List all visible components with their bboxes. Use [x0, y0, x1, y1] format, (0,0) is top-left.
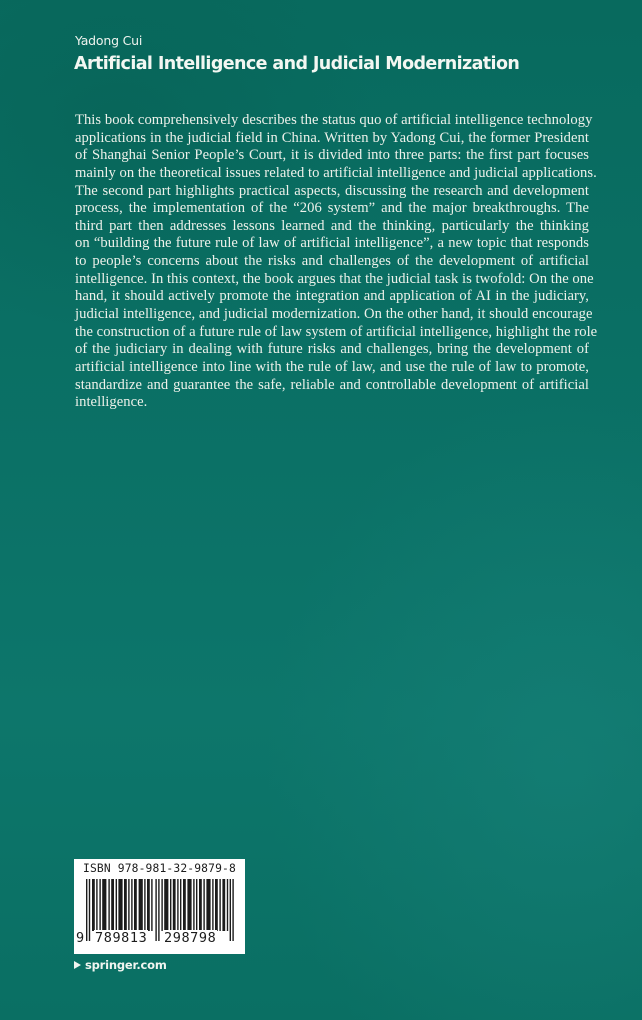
description-line: of Shanghai Senior People’s Court, it is divided into three parts: the first part focuses: [75, 147, 589, 164]
play-triangle-icon: [74, 961, 81, 969]
barcode-digits: [74, 930, 245, 950]
description-line: the construction of a future rule of law system of artificial intelligence, highlight the role: [75, 323, 598, 340]
barcode-right-digits: 298798: [164, 930, 217, 946]
description-line: on “building the future rule of law of artificial intelligence”, a new topic that responds: [75, 235, 589, 252]
description-line: mainly on the theoretical issues related to artificial intelligence and judicial applications.: [75, 164, 597, 181]
description-line: standardize and guarantee the safe, reliable and controllable development of artificial: [75, 376, 589, 393]
isbn-label: ISBN 978-981-32-9879-8: [83, 862, 236, 875]
description-line: The second part highlights practical aspects, discussing the research and development: [75, 182, 589, 199]
publisher-website-label: springer.com: [85, 958, 167, 972]
description-line: intelligence.: [75, 394, 148, 411]
description-line: to people’s concerns about the risks and challenges of the development of artificial: [75, 253, 589, 270]
description-line: process, the implementation of the “206 system” and the major breakthroughs. The: [75, 200, 589, 217]
barcode-lead-digit: 9: [76, 930, 85, 946]
description-line: of the judiciary in dealing with future risks and challenges, bring the development of: [75, 341, 589, 358]
description-line: hand, it should actively promote the integration and application of AI in the judiciary,: [75, 288, 589, 305]
author-name: Yadong Cui: [75, 33, 143, 48]
isbn-barcode: [74, 859, 245, 954]
description-line: applications in the judicial field in China. Written by Yadong Cui, the former President: [75, 129, 589, 146]
description-line: intelligence. In this context, the book argues that the judicial task is twofold: On the one: [75, 270, 594, 287]
book-title: Artificial Intelligence and Judicial Modernization: [74, 54, 520, 74]
publisher-website-link[interactable]: [74, 958, 167, 972]
description-line: artificial intelligence into line with the rule of law, and use the rule of law to promote,: [75, 358, 589, 375]
barcode-left-digits: 789813: [95, 930, 148, 946]
book-description: [75, 112, 598, 412]
description-line: third part then addresses lessons learned and the thinking, particularly the thinking: [75, 217, 589, 234]
description-line: judicial intelligence, and judicial modernization. On the other hand, it should encourage: [75, 306, 593, 323]
description-line: This book comprehensively describes the status quo of artificial intelligence technology: [75, 112, 593, 128]
